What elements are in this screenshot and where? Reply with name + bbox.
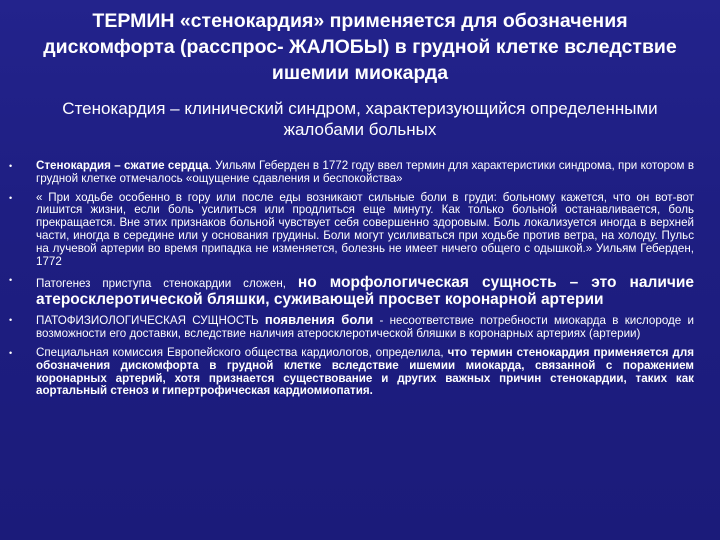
bullet-text: - несоответствие потребности миокарда в кислороде и возможности его доставки, вследствие наличия атеросклеротической бляшки в коронарных артериях (артерии) xyxy=(36,314,694,341)
bullet-item-gerberden-term xyxy=(0,160,720,186)
bullet-marker: • xyxy=(9,275,13,286)
bullet-text-emphasis: появления боли xyxy=(264,312,374,328)
bullet-text: . Уильям Геберден в 1772 году ввел термин для характеристики синдрома, при котором в грудной клетке отмечалось «ощущение сдавления и беспокойства» xyxy=(36,159,694,185)
bullet-item-esc-definition xyxy=(0,347,720,398)
bullet-item-pathophysiology xyxy=(0,314,720,341)
bullet-marker: • xyxy=(9,347,13,358)
bullet-text-bold: Стенокардия – сжатие сердца xyxy=(36,159,209,172)
bullet-text-emphasis: но морфологическая сущность – это наличие атеросклеротической бляшки, суживающей просвет коронарной артерии xyxy=(36,274,694,309)
bullet-marker: • xyxy=(9,161,13,171)
bullet-text-bold: что термин стенокардия применяется для обозначения дискомфорта в грудной клетке вследствие ишемии миокарда, связанной с поражением коронарных артерий, хотя признается существование и других важных причин стенокардии, таких как аортальный стеноз и гипертрофическая кардиомиопатия. xyxy=(36,345,694,398)
bullet-item-pathogenesis xyxy=(0,274,720,308)
bullet-item-gerberden-quote xyxy=(0,192,720,269)
bullet-text: Специальная комиссия Европейского общества кардиологов, определила, xyxy=(36,345,448,359)
slide-subtitle: Стенокардия – клинический синдром, характеризующийся определенными жалобами больных xyxy=(62,99,658,139)
bullet-marker: • xyxy=(9,315,13,326)
slide-title: ТЕРМИН «стенокардия» применяется для обозначения дискомфорта (расспрос- ЖАЛОБЫ) в грудной клетке вследствие ишемии миокарда xyxy=(43,10,677,84)
bullet-text: « При ходьбе особенно в гору или после еды возникают сильные боли в груди: больному кажется, что он вот-вот лишится жизни, если боль усилиться или продлиться еще минуту. Как только больной останавливается, боль прекращается. Вне этих признаков больной чувствует себя совершенно здоровым. Боль локализуется иногда в верхней части, иногда в середине или у основания грудины. Боли могут усиливаться при ходьбе против ветра, на холоду. Пульс на лучевой артерии во время припадка не изменяется, болезнь не имеет ничего общего с одышкой.» Уильям Геберден, 1772 xyxy=(36,190,694,268)
bullet-marker: • xyxy=(9,192,13,203)
bullet-list xyxy=(0,160,720,404)
bullet-text: ПАТОФИЗИОЛОГИЧЕСКАЯ СУЩНОСТЬ xyxy=(36,314,265,328)
bullet-text: Патогенез приступа стенокардии сложен, xyxy=(36,277,298,291)
